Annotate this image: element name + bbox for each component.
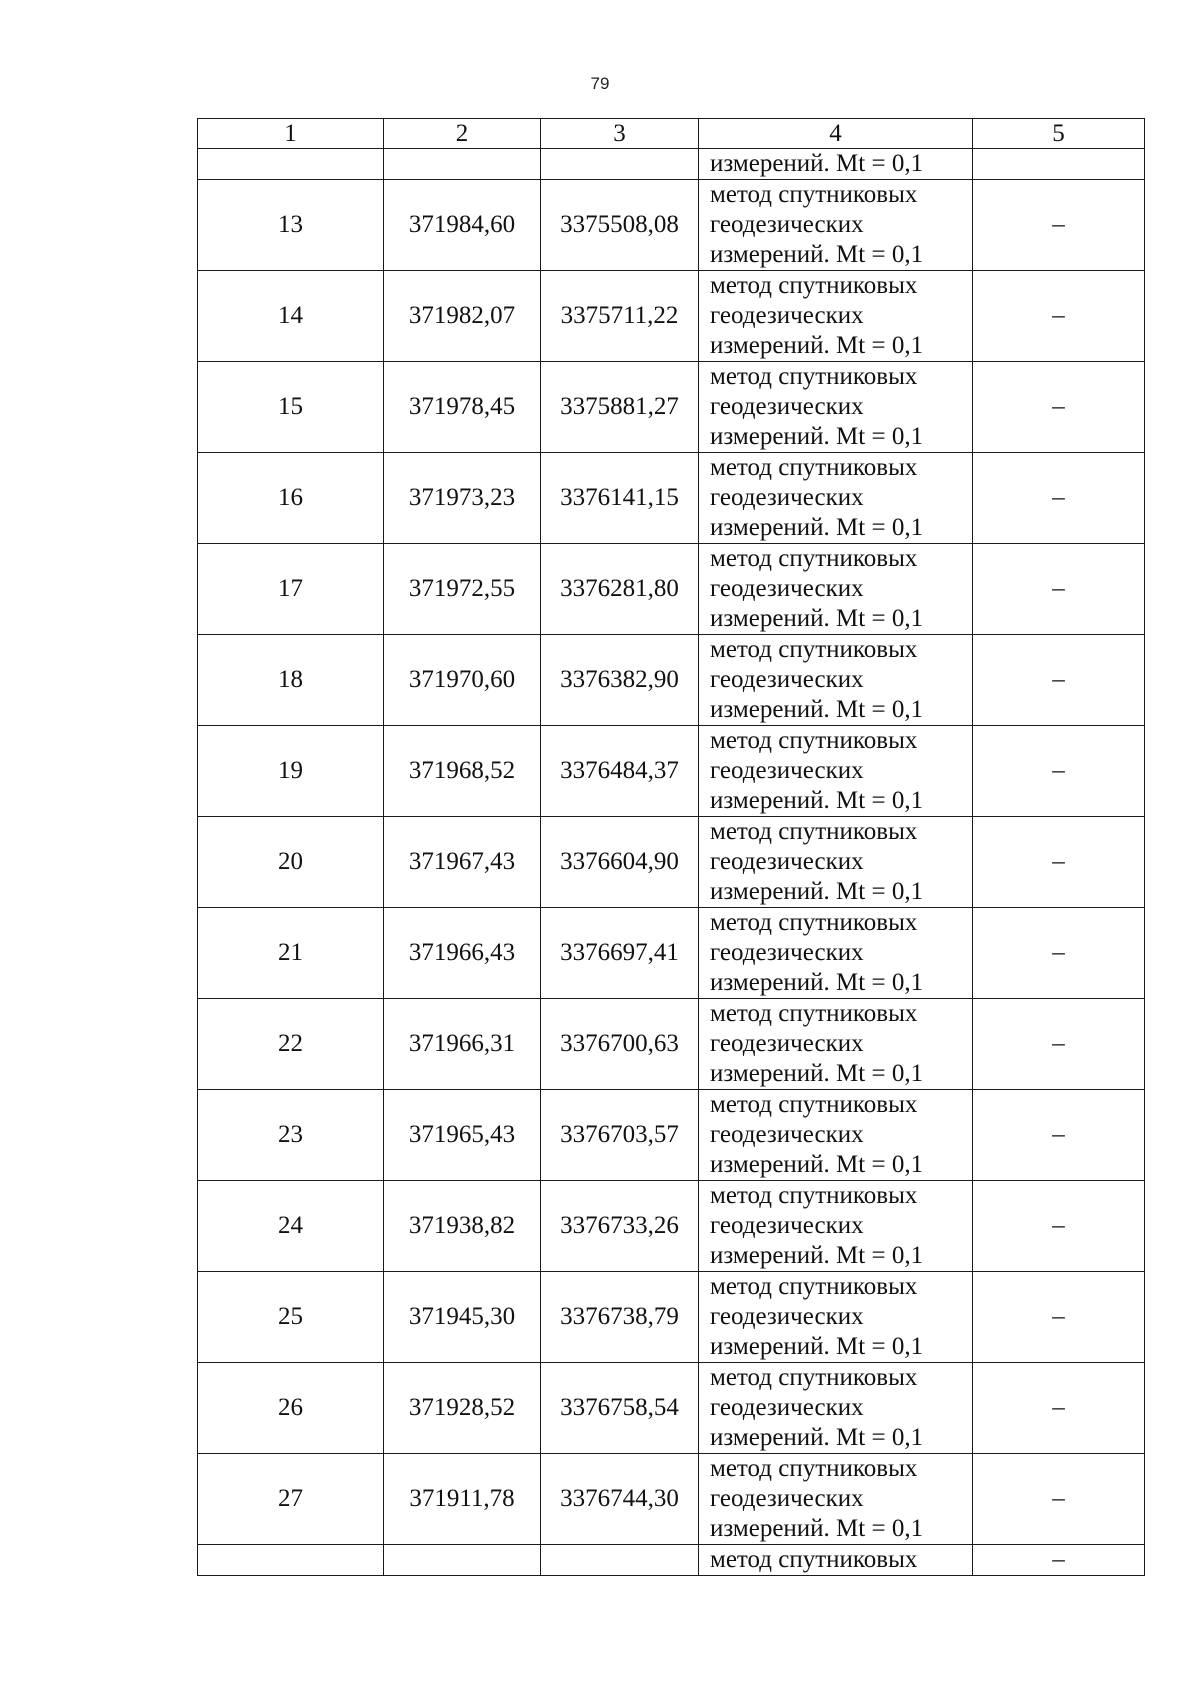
x-coordinate-cell: 371967,43 — [384, 817, 541, 908]
point-number-cell: 25 — [198, 1272, 384, 1363]
method-line: измерений. Mt = 0,1 — [710, 1151, 924, 1178]
table-row — [198, 1090, 1145, 1181]
method-line: геодезических — [710, 211, 864, 238]
table-row — [198, 453, 1145, 544]
method-line: метод спутниковых — [710, 181, 918, 208]
method-cell — [699, 1363, 973, 1454]
header-col-3: 3 — [541, 119, 699, 149]
point-number-cell: 26 — [198, 1363, 384, 1454]
method-line: измерений. Mt = 0,1 — [710, 1424, 924, 1451]
y-coordinate-cell: 3376758,54 — [541, 1363, 699, 1454]
table-row — [198, 362, 1145, 453]
method-line: геодезических — [710, 939, 864, 966]
method-line: метод спутниковых — [710, 1182, 918, 1209]
x-coordinate-cell: 371911,78 — [384, 1454, 541, 1545]
continued-method-cell: измерений. Mt = 0,1 — [699, 149, 973, 180]
point-number-cell: 21 — [198, 908, 384, 999]
method-line: геодезических — [710, 1485, 864, 1512]
accuracy-cell: – — [973, 453, 1145, 544]
method-line: измерений. Mt = 0,1 — [710, 241, 924, 268]
y-coordinate-cell: 3376484,37 — [541, 726, 699, 817]
point-number-cell: 23 — [198, 1090, 384, 1181]
point-number-cell: 22 — [198, 999, 384, 1090]
table-row — [198, 1454, 1145, 1545]
point-number-cell: 17 — [198, 544, 384, 635]
y-coordinate-cell: 3375711,22 — [541, 271, 699, 362]
method-line: геодезических — [710, 848, 864, 875]
y-coordinate-cell: 3375508,08 — [541, 180, 699, 271]
table-row — [198, 817, 1145, 908]
method-line: метод спутниковых — [710, 818, 918, 845]
y-coordinate-cell: 3375881,27 — [541, 362, 699, 453]
table-body — [198, 149, 1145, 1576]
continuing-method-cell: метод спутниковых — [699, 1545, 973, 1576]
x-coordinate-cell: 371973,23 — [384, 453, 541, 544]
method-cell — [699, 544, 973, 635]
method-line: измерений. Mt = 0,1 — [710, 1333, 924, 1360]
method-line: измерений. Mt = 0,1 — [710, 696, 924, 723]
header-col-2: 2 — [384, 119, 541, 149]
y-coordinate-cell: 3376281,80 — [541, 544, 699, 635]
method-line: измерений. Mt = 0,1 — [710, 1515, 924, 1542]
method-line: геодезических — [710, 484, 864, 511]
method-line: метод спутниковых — [710, 272, 918, 299]
method-cell — [699, 180, 973, 271]
page-number: 79 — [590, 74, 610, 93]
method-cell — [699, 1272, 973, 1363]
continued-row — [198, 149, 1145, 180]
table-row — [198, 1181, 1145, 1272]
method-line: метод спутниковых — [710, 1455, 918, 1482]
header-col-5: 5 — [973, 119, 1145, 149]
point-number-cell: 20 — [198, 817, 384, 908]
accuracy-cell: – — [973, 1363, 1145, 1454]
method-line: метод спутниковых — [710, 1273, 918, 1300]
x-coordinate-cell: 371972,55 — [384, 544, 541, 635]
accuracy-cell: – — [973, 817, 1145, 908]
method-line: измерений. Mt = 0,1 — [710, 969, 924, 996]
table-row — [198, 544, 1145, 635]
accuracy-cell: – — [973, 544, 1145, 635]
accuracy-cell: – — [973, 726, 1145, 817]
accuracy-cell: – — [973, 1272, 1145, 1363]
point-number-cell: 14 — [198, 271, 384, 362]
continued-cell-5 — [973, 149, 1145, 180]
method-line: геодезических — [710, 1394, 864, 1421]
continuing-cell-3 — [541, 1545, 699, 1576]
point-number-cell: 18 — [198, 635, 384, 726]
point-number-cell: 13 — [198, 180, 384, 271]
method-line: метод спутниковых — [710, 909, 918, 936]
accuracy-cell: – — [973, 999, 1145, 1090]
accuracy-cell: – — [973, 1454, 1145, 1545]
method-line: метод спутниковых — [710, 363, 918, 390]
continuing-cell-2 — [384, 1545, 541, 1576]
continuing-cell-1 — [198, 1545, 384, 1576]
method-line: метод спутниковых — [710, 454, 918, 481]
continued-cell-1 — [198, 149, 384, 180]
x-coordinate-cell: 371945,30 — [384, 1272, 541, 1363]
method-cell — [699, 817, 973, 908]
y-coordinate-cell: 3376604,90 — [541, 817, 699, 908]
method-line: измерений. Mt = 0,1 — [710, 605, 924, 632]
method-line: метод спутниковых — [710, 1000, 918, 1027]
y-coordinate-cell: 3376703,57 — [541, 1090, 699, 1181]
method-line: геодезических — [710, 757, 864, 784]
y-coordinate-cell: 3376738,79 — [541, 1272, 699, 1363]
table-row — [198, 635, 1145, 726]
x-coordinate-cell: 371968,52 — [384, 726, 541, 817]
method-line: измерений. Mt = 0,1 — [710, 878, 924, 905]
table-row — [198, 271, 1145, 362]
table-row — [198, 908, 1145, 999]
method-line: геодезических — [710, 666, 864, 693]
point-number-cell: 16 — [198, 453, 384, 544]
method-line: измерений. Mt = 0,1 — [710, 332, 924, 359]
accuracy-cell: – — [973, 1090, 1145, 1181]
method-line: метод спутниковых — [710, 636, 918, 663]
method-line: метод спутниковых — [710, 545, 918, 572]
method-line: геодезических — [710, 393, 864, 420]
method-line: измерений. Mt = 0,1 — [710, 1242, 924, 1269]
method-cell — [699, 1454, 973, 1545]
method-line: метод спутниковых — [710, 727, 918, 754]
x-coordinate-cell: 371938,82 — [384, 1181, 541, 1272]
method-cell — [699, 726, 973, 817]
x-coordinate-cell: 371966,43 — [384, 908, 541, 999]
header-col-1: 1 — [198, 119, 384, 149]
method-cell — [699, 999, 973, 1090]
method-line: геодезических — [710, 1303, 864, 1330]
accuracy-cell: – — [973, 908, 1145, 999]
accuracy-cell: – — [973, 635, 1145, 726]
method-line: геодезических — [710, 302, 864, 329]
accuracy-cell: – — [973, 271, 1145, 362]
method-cell — [699, 453, 973, 544]
table-row — [198, 1272, 1145, 1363]
accuracy-cell: – — [973, 362, 1145, 453]
y-coordinate-cell: 3376700,63 — [541, 999, 699, 1090]
method-line: измерений. Mt = 0,1 — [710, 514, 924, 541]
method-line: метод спутниковых — [710, 1091, 918, 1118]
point-number-cell: 24 — [198, 1181, 384, 1272]
accuracy-cell: – — [973, 1181, 1145, 1272]
continuing-row — [198, 1545, 1145, 1576]
method-cell — [699, 908, 973, 999]
y-coordinate-cell: 3376382,90 — [541, 635, 699, 726]
method-cell — [699, 1181, 973, 1272]
table-row — [198, 1363, 1145, 1454]
method-line: метод спутниковых — [710, 1364, 918, 1391]
point-number-cell: 27 — [198, 1454, 384, 1545]
table-header-row — [198, 119, 1145, 149]
point-number-cell: 19 — [198, 726, 384, 817]
coordinates-table — [197, 118, 1145, 1576]
method-cell — [699, 362, 973, 453]
table-row — [198, 999, 1145, 1090]
x-coordinate-cell: 371982,07 — [384, 271, 541, 362]
x-coordinate-cell: 371970,60 — [384, 635, 541, 726]
header-col-4: 4 — [699, 119, 973, 149]
x-coordinate-cell: 371984,60 — [384, 180, 541, 271]
y-coordinate-cell: 3376744,30 — [541, 1454, 699, 1545]
continuing-accuracy-cell: – — [973, 1545, 1145, 1576]
x-coordinate-cell: 371928,52 — [384, 1363, 541, 1454]
y-coordinate-cell: 3376733,26 — [541, 1181, 699, 1272]
method-line: геодезических — [710, 1212, 864, 1239]
method-line: измерений. Mt = 0,1 — [710, 423, 924, 450]
x-coordinate-cell: 371966,31 — [384, 999, 541, 1090]
coordinates-table-container — [197, 118, 1144, 1576]
method-line: измерений. Mt = 0,1 — [710, 1060, 924, 1087]
method-cell — [699, 635, 973, 726]
method-line: геодезических — [710, 575, 864, 602]
method-line: геодезических — [710, 1121, 864, 1148]
y-coordinate-cell: 3376141,15 — [541, 453, 699, 544]
method-cell — [699, 1090, 973, 1181]
x-coordinate-cell: 371965,43 — [384, 1090, 541, 1181]
continued-cell-2 — [384, 149, 541, 180]
continued-cell-3 — [541, 149, 699, 180]
point-number-cell: 15 — [198, 362, 384, 453]
y-coordinate-cell: 3376697,41 — [541, 908, 699, 999]
accuracy-cell: – — [973, 180, 1145, 271]
method-line: измерений. Mt = 0,1 — [710, 787, 924, 814]
table-row — [198, 726, 1145, 817]
method-cell — [699, 271, 973, 362]
x-coordinate-cell: 371978,45 — [384, 362, 541, 453]
method-line: геодезических — [710, 1030, 864, 1057]
table-row — [198, 180, 1145, 271]
